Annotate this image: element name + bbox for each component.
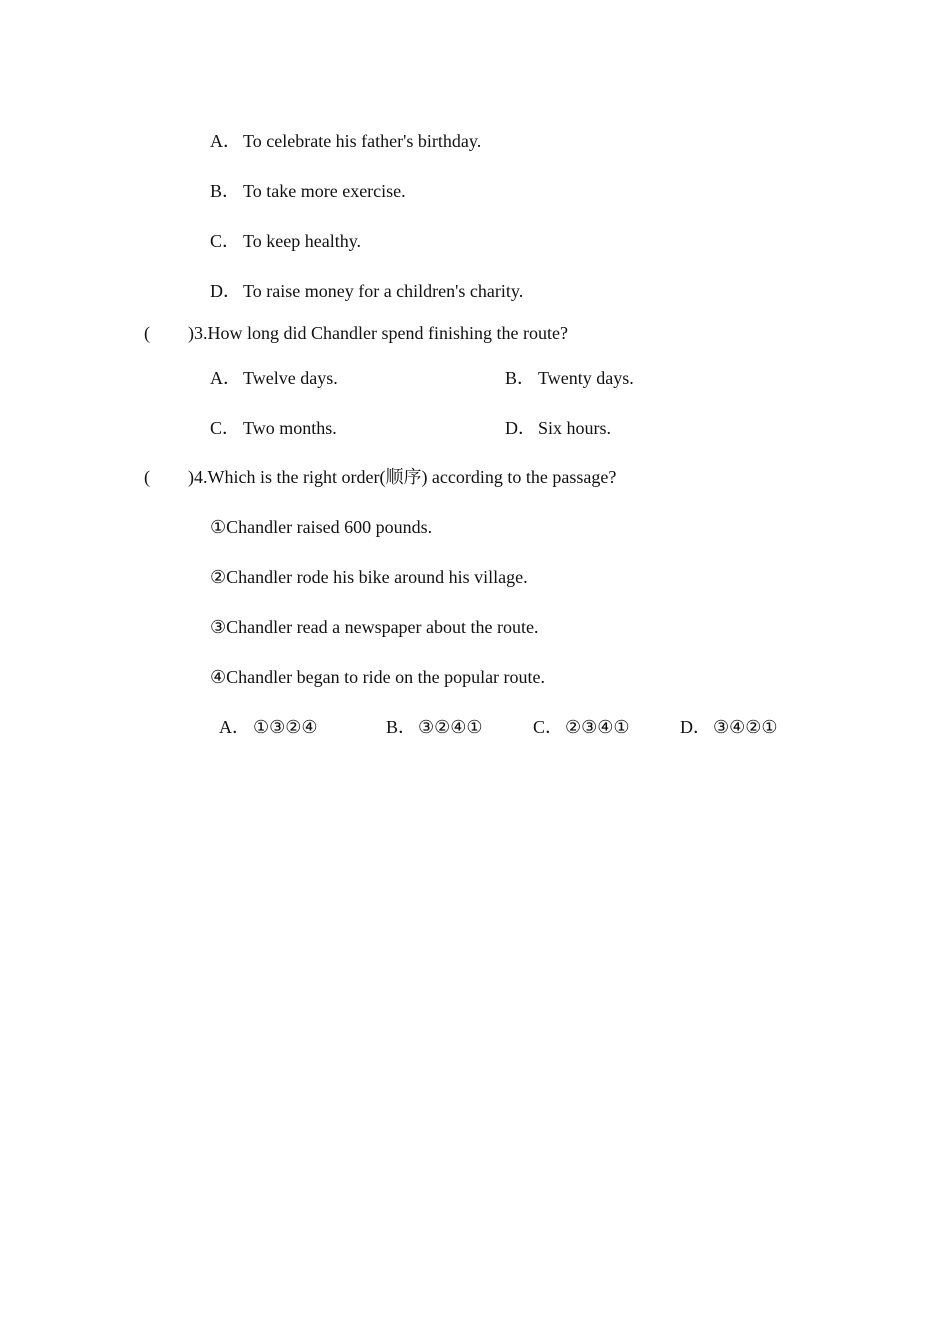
q3-option-b	[505, 367, 634, 389]
q2-option-c	[210, 230, 361, 252]
option-letter: A．	[210, 368, 241, 388]
q4-statement-2: ②Chandler rode his bike around his village.	[210, 567, 528, 587]
q3-option-a	[210, 367, 338, 389]
option-letter: C．	[210, 231, 241, 251]
q2-option-a	[210, 130, 481, 152]
q3-question	[188, 322, 568, 344]
option-text: To keep healthy.	[243, 231, 362, 251]
q2-option-d	[210, 280, 523, 302]
option-letter: C．	[533, 717, 564, 737]
q4-option-b	[386, 716, 483, 738]
option-letter: B．	[210, 181, 241, 201]
q4-option-c	[533, 716, 630, 738]
q3-number: 3.	[194, 323, 208, 343]
option-text: To take more exercise.	[243, 181, 406, 201]
option-letter: A．	[219, 717, 250, 737]
option-letter: B．	[386, 717, 417, 737]
option-text: Six hours.	[538, 418, 612, 438]
q4-statement-1: ①Chandler raised 600 pounds.	[210, 517, 433, 537]
option-text: ③④②①	[713, 717, 778, 737]
option-text: To raise money for a children's charity.	[243, 281, 524, 301]
q4-statement-4: ④Chandler began to ride on the popular route.	[210, 667, 546, 687]
option-text: To celebrate his father's birthday.	[243, 131, 482, 151]
q3-option-c	[210, 417, 337, 439]
q4-statement-3: ③Chandler read a newspaper about the route.	[210, 617, 539, 637]
q4-option-d	[680, 716, 778, 738]
q3-paren-close: )	[188, 323, 194, 343]
option-text: Twenty days.	[538, 368, 634, 388]
option-letter: D．	[210, 281, 241, 301]
q4-number: 4.	[194, 467, 208, 487]
q2-option-b	[210, 180, 406, 202]
option-text: Two months.	[243, 418, 337, 438]
q4-question-text: Which is the right order(顺序) according to the passage?	[207, 467, 617, 487]
q4-option-a	[219, 716, 318, 738]
option-letter: B．	[505, 368, 536, 388]
option-text: ①③②④	[253, 717, 318, 737]
option-text: ③②④①	[418, 717, 483, 737]
q3-answer-paren-open: (	[144, 323, 150, 343]
q3-question-text: How long did Chandler spend finishing the route?	[207, 323, 568, 343]
q4-paren-close: )	[188, 467, 194, 487]
q4-question	[188, 466, 616, 488]
q3-option-d	[505, 417, 611, 439]
option-letter: D．	[680, 717, 711, 737]
option-text: Twelve days.	[243, 368, 338, 388]
option-letter: C．	[210, 418, 241, 438]
option-letter: D．	[505, 418, 536, 438]
option-text: ②③④①	[565, 717, 630, 737]
q4-answer-paren-open: (	[144, 467, 150, 487]
option-letter: A．	[210, 131, 241, 151]
